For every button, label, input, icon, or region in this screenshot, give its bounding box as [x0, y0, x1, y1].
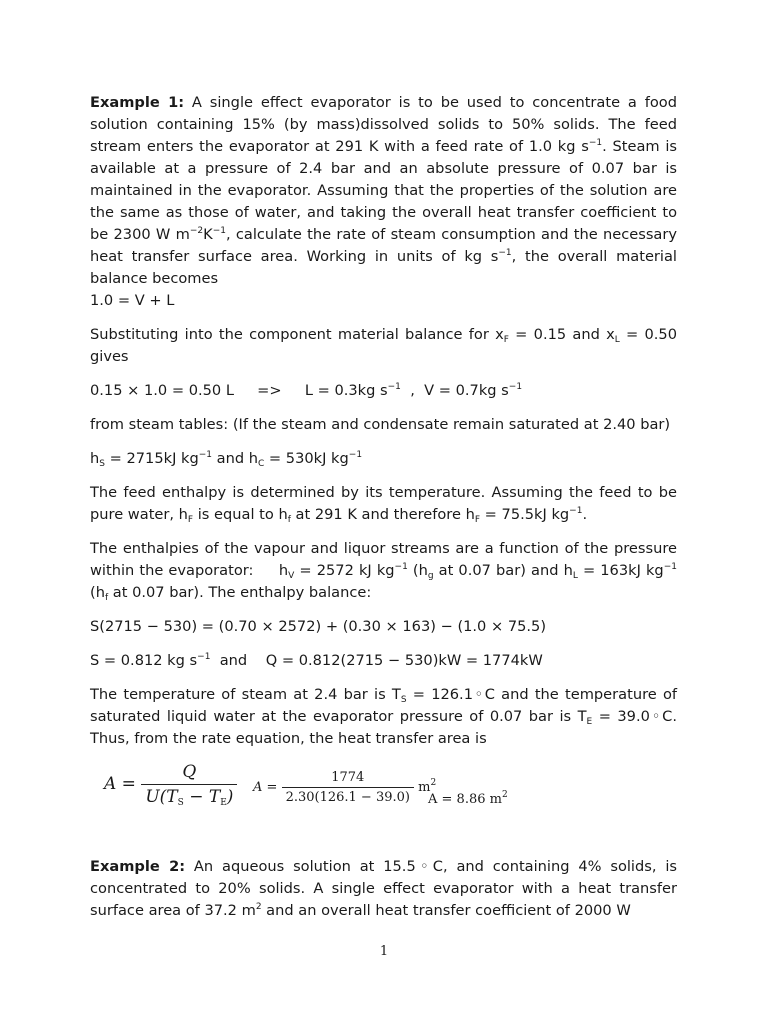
- steam-rate-line: S = 0.812 kg $s^{-1}$ and Q = 0.812(2715 − 530)kW = 1774kW: [90, 652, 543, 669]
- area-formulas: [90, 762, 677, 832]
- temperature-paragraph: The temperature of steam at 2.4 bar is $T_S$ = 126.1◦C and the temperature of saturated liquid water at the evaporator pressure of 0.07 bar is $T_E$ = 39.0◦C. Thus, from the rate equation, the heat transfer area is: [90, 686, 678, 747]
- steam-enthalpy-line: $h_S = 2715kJ$ $kg^{-1}$ and $h_C = 530kJ$ $kg^{-1}$: [90, 450, 363, 469]
- area-result: A = 8.86 $m^2$: [428, 790, 508, 807]
- example-1-label: Example 1:: [90, 94, 185, 111]
- vapour-liquor-paragraph: The enthalpies of the vapour and liquor streams are a function of the pressure within the evaporator: $h_V = 2572$ kJ $kg^{-1}$ ($h_g$ at 0.07 bar) and $h_L = 163kJ$ $kg^{-1}$ ($h_f$ at 0.07 bar). The enthalpy balance:: [90, 540, 682, 603]
- flow-result-line: 0.15 × 1.0 = 0.50 L => L = 0.3kg $s^{-1}$ , V = 0.7kg $s^{-1}$: [90, 382, 523, 399]
- example-2-paragraph: Example 2: An aqueous solution at 15.5◦C, and containing 4% solids, is concentrated to 20% solids. A single effect evaporator with a heat transfer surface area of 37.2 $m^2$ and an overall heat transfer coefficient of 2000 W: [90, 858, 677, 919]
- steam-tables-paragraph: from steam tables: (If the steam and condensate remain saturated at 2.40 bar): [90, 416, 671, 433]
- document-body: [90, 92, 682, 934]
- area-formula-numeric: A = $\frac{1774}{2.30(126.1 - 39.0)}$ $m^2$: [253, 770, 437, 805]
- overall-balance-equation: 1.0 = V + L: [90, 292, 175, 309]
- area-formula-general: A = $\frac{Q}{U(T_S - T_E)}$: [104, 762, 237, 807]
- feed-enthalpy-paragraph: The feed enthalpy is determined by its temperature. Assuming the feed to be pure water, $h_F$ is equal to $h_f$ at 291 K and therefore $h_F = 75.5kJ$ $kg^{-1}$.: [90, 484, 677, 525]
- example-1-paragraph: Example 1: A single effect evaporator is to be used to concentrate a food solution containing 15% (by mass)dissolved solids to 50% solids. The feed stream enters the evaporator at 291 K with a feed rate of 1.0 kg $s^{-1}$. Steam is available at a pressure of 2.4 bar and an absolute pressure of 0.07 bar is maintained in the evaporator. Assuming that the properties of the solution are the same as those of water, and taking the overall heat transfer coefficient to be 2300 W $m^{-2}K^{-1}$, calculate the rate of steam consumption and the necessary heat transfer surface area. Working in units of kg $s^{-1}$, the overall material balance becomes 1.0 = V + L: [90, 94, 677, 309]
- page-number: 1: [379, 944, 389, 959]
- component-balance-paragraph: Substituting into the component material balance for $x_F = 0.15$ and $x_L = 0.50$ gives: [90, 326, 677, 365]
- enthalpy-balance-equation: S(2715 − 530) = (0.70 × 2572) + (0.30 × 163) − (1.0 × 75.5): [90, 618, 547, 635]
- example-2-label: Example 2:: [90, 858, 186, 875]
